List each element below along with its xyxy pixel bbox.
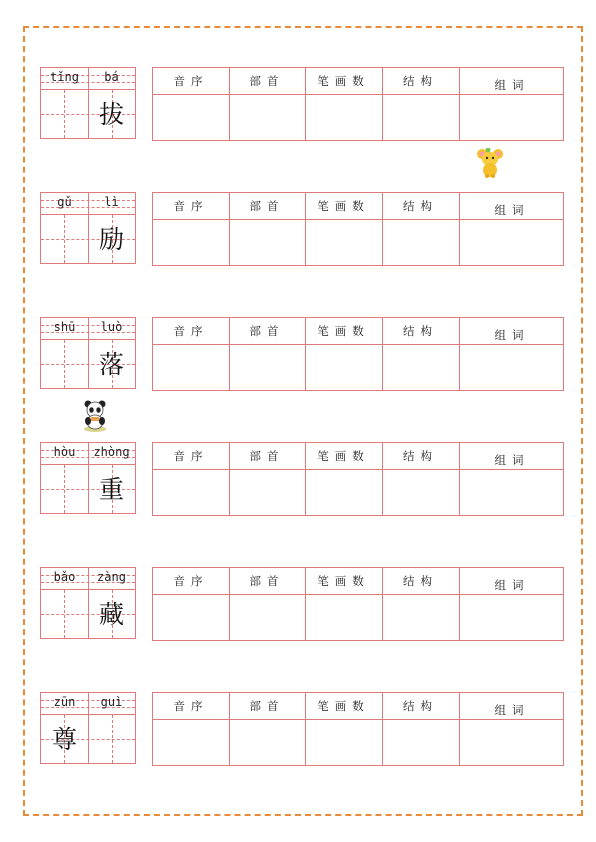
pinyin-text: bá xyxy=(104,70,119,84)
answer-cell[interactable] xyxy=(153,95,229,139)
answer-cell[interactable] xyxy=(153,595,229,639)
pinyin-text: bǎo xyxy=(53,570,76,584)
answer-cell[interactable] xyxy=(459,470,565,514)
answer-cell[interactable] xyxy=(382,720,459,764)
table-header: 部首 xyxy=(249,199,285,213)
pinyin-text: lì xyxy=(104,195,119,209)
answer-cell[interactable] xyxy=(305,220,382,264)
table-header: 音序 xyxy=(173,199,209,213)
answer-cell[interactable] xyxy=(153,345,229,389)
table-header: 音序 xyxy=(173,449,209,463)
worksheet-row xyxy=(40,442,564,516)
answer-cell[interactable] xyxy=(305,95,382,139)
answer-cell[interactable] xyxy=(459,595,565,639)
table-header: 笔画数 xyxy=(317,74,370,88)
word-grid xyxy=(40,442,136,514)
table-header: 音序 xyxy=(173,699,209,713)
table-header: 结构 xyxy=(403,74,438,88)
pinyin-text: shū xyxy=(53,320,76,334)
table-header: 部首 xyxy=(249,574,285,588)
hanzi-character: 落 xyxy=(98,350,124,379)
answer-cell[interactable] xyxy=(459,345,565,389)
hanzi-character: 重 xyxy=(98,475,124,504)
pinyin-text: gǔ xyxy=(57,195,72,209)
mouse-icon xyxy=(477,148,503,178)
answer-cell[interactable] xyxy=(382,220,459,264)
answer-cell[interactable] xyxy=(153,220,229,264)
table-header: 结构 xyxy=(403,449,438,463)
table-header: 组词 xyxy=(494,578,530,592)
answer-cell[interactable] xyxy=(229,345,305,389)
table-header: 笔画数 xyxy=(317,699,370,713)
table-header: 笔画数 xyxy=(317,324,370,338)
worksheet-row xyxy=(40,567,564,641)
answer-cell[interactable] xyxy=(229,470,305,514)
answer-cell[interactable] xyxy=(153,720,229,764)
character-info-table xyxy=(152,192,564,266)
table-header: 部首 xyxy=(249,699,285,713)
answer-cell[interactable] xyxy=(382,595,459,639)
table-header: 部首 xyxy=(249,449,285,463)
answer-cell[interactable] xyxy=(459,220,565,264)
table-header: 结构 xyxy=(403,574,438,588)
hanzi-character: 尊 xyxy=(51,725,77,754)
table-header: 结构 xyxy=(403,699,438,713)
character-info-table xyxy=(152,67,564,141)
answer-cell[interactable] xyxy=(229,220,305,264)
pinyin-text: tǐng xyxy=(50,70,79,84)
answer-cell[interactable] xyxy=(382,95,459,139)
answer-cell[interactable] xyxy=(382,345,459,389)
answer-cell[interactable] xyxy=(229,95,305,139)
answer-cell[interactable] xyxy=(305,345,382,389)
hanzi-character: 藏 xyxy=(98,600,124,629)
worksheet-row xyxy=(40,317,564,391)
answer-cell[interactable] xyxy=(459,720,565,764)
pinyin-text: guì xyxy=(100,695,123,709)
answer-cell[interactable] xyxy=(229,720,305,764)
character-info-table xyxy=(152,317,564,391)
answer-cell[interactable] xyxy=(305,470,382,514)
pinyin-text: hòu xyxy=(53,445,76,459)
character-info-table xyxy=(152,442,564,516)
table-header: 组词 xyxy=(494,328,530,342)
hanzi-character: 拔 xyxy=(98,100,124,129)
pinyin-text: zhòng xyxy=(93,445,130,459)
answer-cell[interactable] xyxy=(229,595,305,639)
word-grid xyxy=(40,192,136,264)
pinyin-text: zàng xyxy=(97,570,126,584)
table-header: 组词 xyxy=(494,78,530,92)
worksheet-row xyxy=(40,67,564,141)
word-grid xyxy=(40,692,136,764)
worksheet-row xyxy=(40,692,564,766)
table-header: 结构 xyxy=(403,324,438,338)
table-header: 结构 xyxy=(403,199,438,213)
table-header: 音序 xyxy=(173,74,209,88)
pinyin-text: luò xyxy=(100,320,123,334)
worksheet-row xyxy=(40,192,564,266)
table-header: 组词 xyxy=(494,703,530,717)
table-header: 组词 xyxy=(494,453,530,467)
table-header: 音序 xyxy=(173,324,209,338)
table-header: 笔画数 xyxy=(317,199,370,213)
table-header: 音序 xyxy=(173,574,209,588)
character-info-table xyxy=(152,567,564,641)
answer-cell[interactable] xyxy=(153,470,229,514)
table-header: 部首 xyxy=(249,74,285,88)
word-grid xyxy=(40,567,136,639)
table-header: 笔画数 xyxy=(317,449,370,463)
character-info-table xyxy=(152,692,564,766)
answer-cell[interactable] xyxy=(459,95,565,139)
hanzi-character: 励 xyxy=(98,225,124,254)
word-grid xyxy=(40,317,136,389)
pinyin-text: zūn xyxy=(53,695,76,709)
table-header: 笔画数 xyxy=(317,574,370,588)
table-header: 组词 xyxy=(494,203,530,217)
panda-icon xyxy=(82,400,108,432)
answer-cell[interactable] xyxy=(305,720,382,764)
answer-cell[interactable] xyxy=(305,595,382,639)
answer-cell[interactable] xyxy=(382,470,459,514)
table-header: 部首 xyxy=(249,324,285,338)
word-grid xyxy=(40,67,136,139)
